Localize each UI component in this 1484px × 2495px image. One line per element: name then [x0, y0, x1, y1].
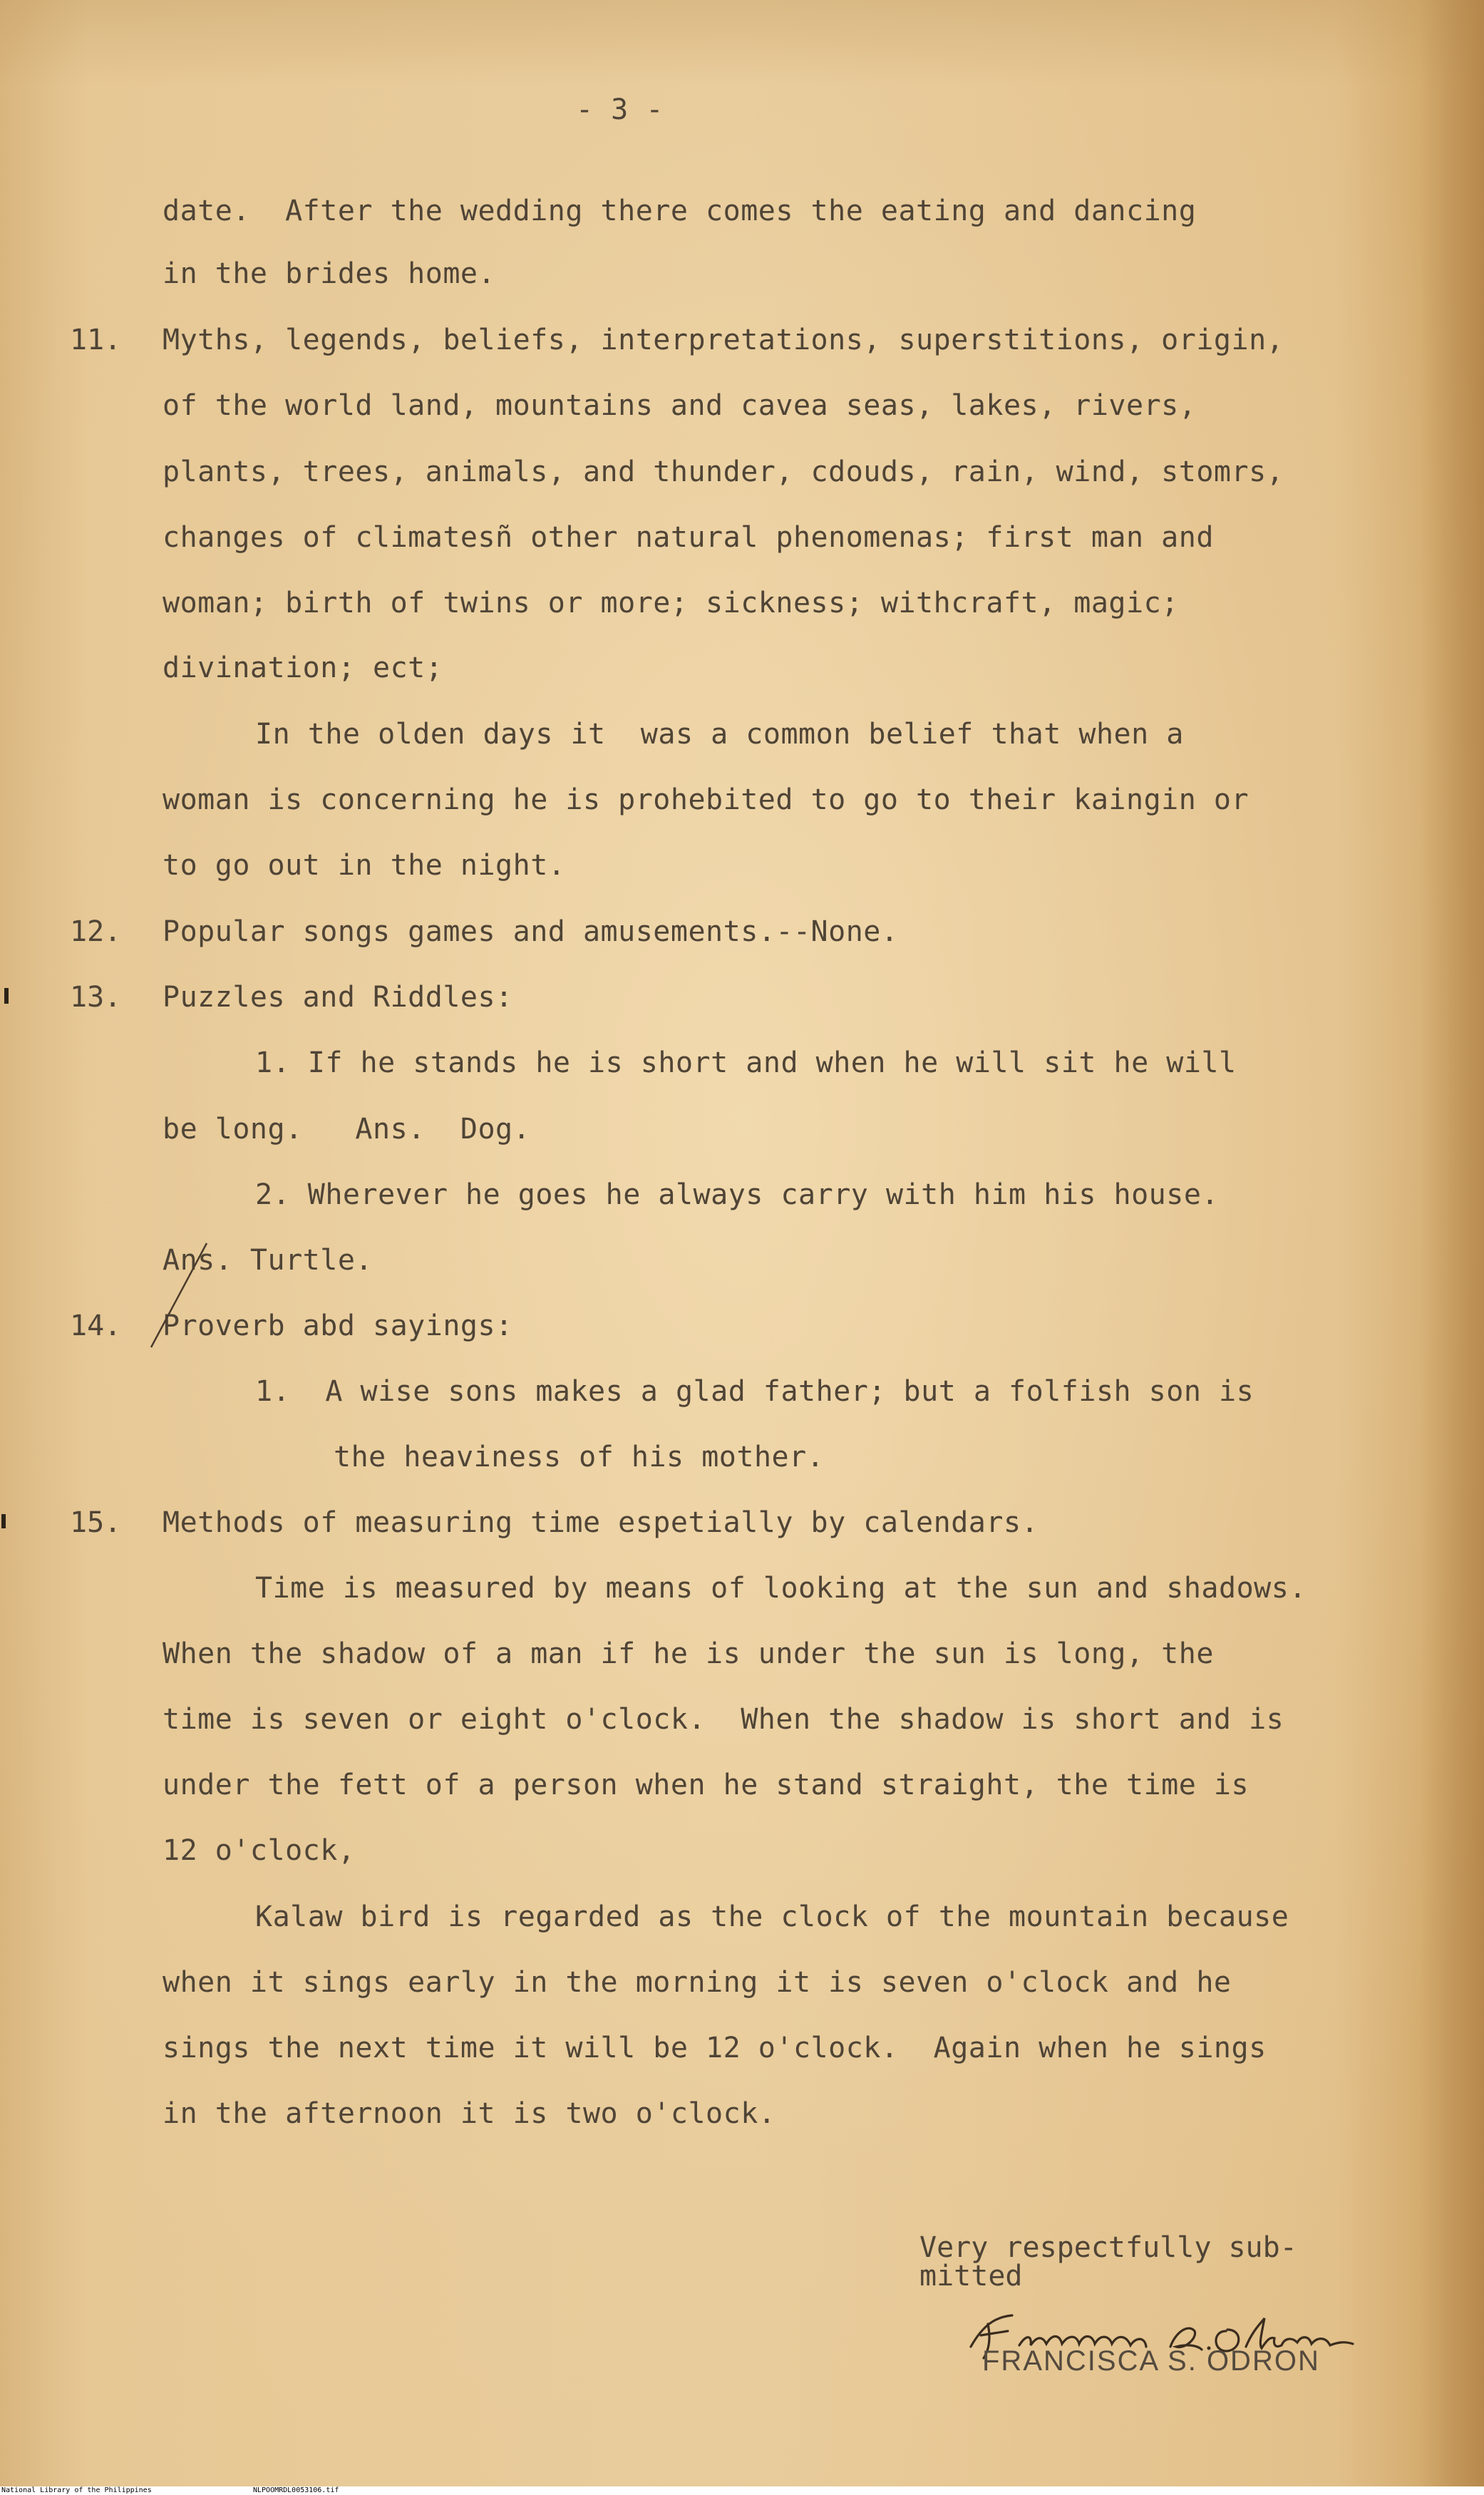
text-line: plants, trees, animals, and thunder, cdouds, rain, wind, stomrs,: [163, 456, 1284, 488]
text-line: Time is measured by means of looking at the sun and shadows.: [255, 1572, 1307, 1605]
text-line: Kalaw bird is regarded as the clock of the mountain because: [255, 1900, 1289, 1933]
text-line: Myths, legends, beliefs, interpretations, superstitions, origin,: [163, 324, 1284, 356]
text-line: changes of climatesñ other natural phenomenas; first man and: [163, 521, 1214, 554]
text-line: when it sings early in the morning it is seven o'clock and he: [163, 1966, 1232, 1999]
text-line: Methods of measuring time espetially by calendars.: [163, 1506, 1039, 1539]
pencil-stroke: [147, 1240, 211, 1354]
text-line: woman is concerning he is prohebited to go to their kaingin or: [163, 783, 1249, 816]
text-line: under the fett of a person when he stand straight, the time is: [163, 1769, 1249, 1801]
typed-name: FRANCISCA S. ODRON: [982, 2345, 1320, 2377]
text-line: When the shadow of a man if he is under the sun is long, the: [163, 1637, 1214, 1670]
closing-text: Very respectfully sub- mitted: [919, 2231, 1297, 2293]
text-line: in the brides home.: [163, 257, 496, 290]
text-line: 12 o'clock,: [163, 1834, 356, 1867]
item-number: 11.: [70, 324, 122, 356]
text-line: Ans. Turtle.: [163, 1244, 373, 1277]
text-line: In the olden days it was a common belief that when a: [255, 718, 1184, 751]
text-line: of the world land, mountains and cavea seas, lakes, rivers,: [163, 389, 1197, 422]
footer-filename: NLPOOMRDL0053106.tif: [253, 2486, 339, 2494]
scan-footer: [0, 2486, 1484, 2495]
item-number: 13.: [70, 981, 122, 1014]
text-line: 1. If he stands he is short and when he will sit he will: [255, 1046, 1237, 1079]
text-line: date. After the wedding there comes the eating and dancing: [163, 195, 1197, 227]
text-line: Popular songs games and amusements.--None.: [163, 915, 899, 948]
item-number: 15.: [70, 1506, 122, 1539]
text-line: the heaviness of his mother.: [334, 1441, 825, 1473]
text-line: 1. A wise sons makes a glad father; but a folfish son is: [255, 1375, 1254, 1408]
item-number: 12.: [70, 915, 122, 948]
margin-mark: [1, 1514, 6, 1528]
text-line: to go out in the night.: [163, 849, 566, 882]
item-number: 14.: [70, 1310, 122, 1342]
text-line: time is seven or eight o'clock. When the shadow is short and is: [163, 1703, 1284, 1736]
footer-library-label: National Library of the Philippines: [1, 2486, 152, 2494]
text-line: divination; ect;: [163, 652, 443, 684]
text-line: be long. Ans. Dog.: [163, 1113, 531, 1146]
text-line: woman; birth of twins or more; sickness; withcraft, magic;: [163, 587, 1179, 619]
text-line: Puzzles and Riddles:: [163, 981, 513, 1014]
text-line: Proverb abd sayings:: [163, 1310, 513, 1342]
margin-mark: [4, 988, 9, 1004]
text-line: in the afternoon it is two o'clock.: [163, 2097, 776, 2130]
page-number: - 3 -: [576, 93, 664, 126]
text-line: 2. Wherever he goes he always carry with him his house.: [255, 1178, 1220, 1211]
text-line: sings the next time it will be 12 o'clock. Again when he sings: [163, 2032, 1267, 2064]
